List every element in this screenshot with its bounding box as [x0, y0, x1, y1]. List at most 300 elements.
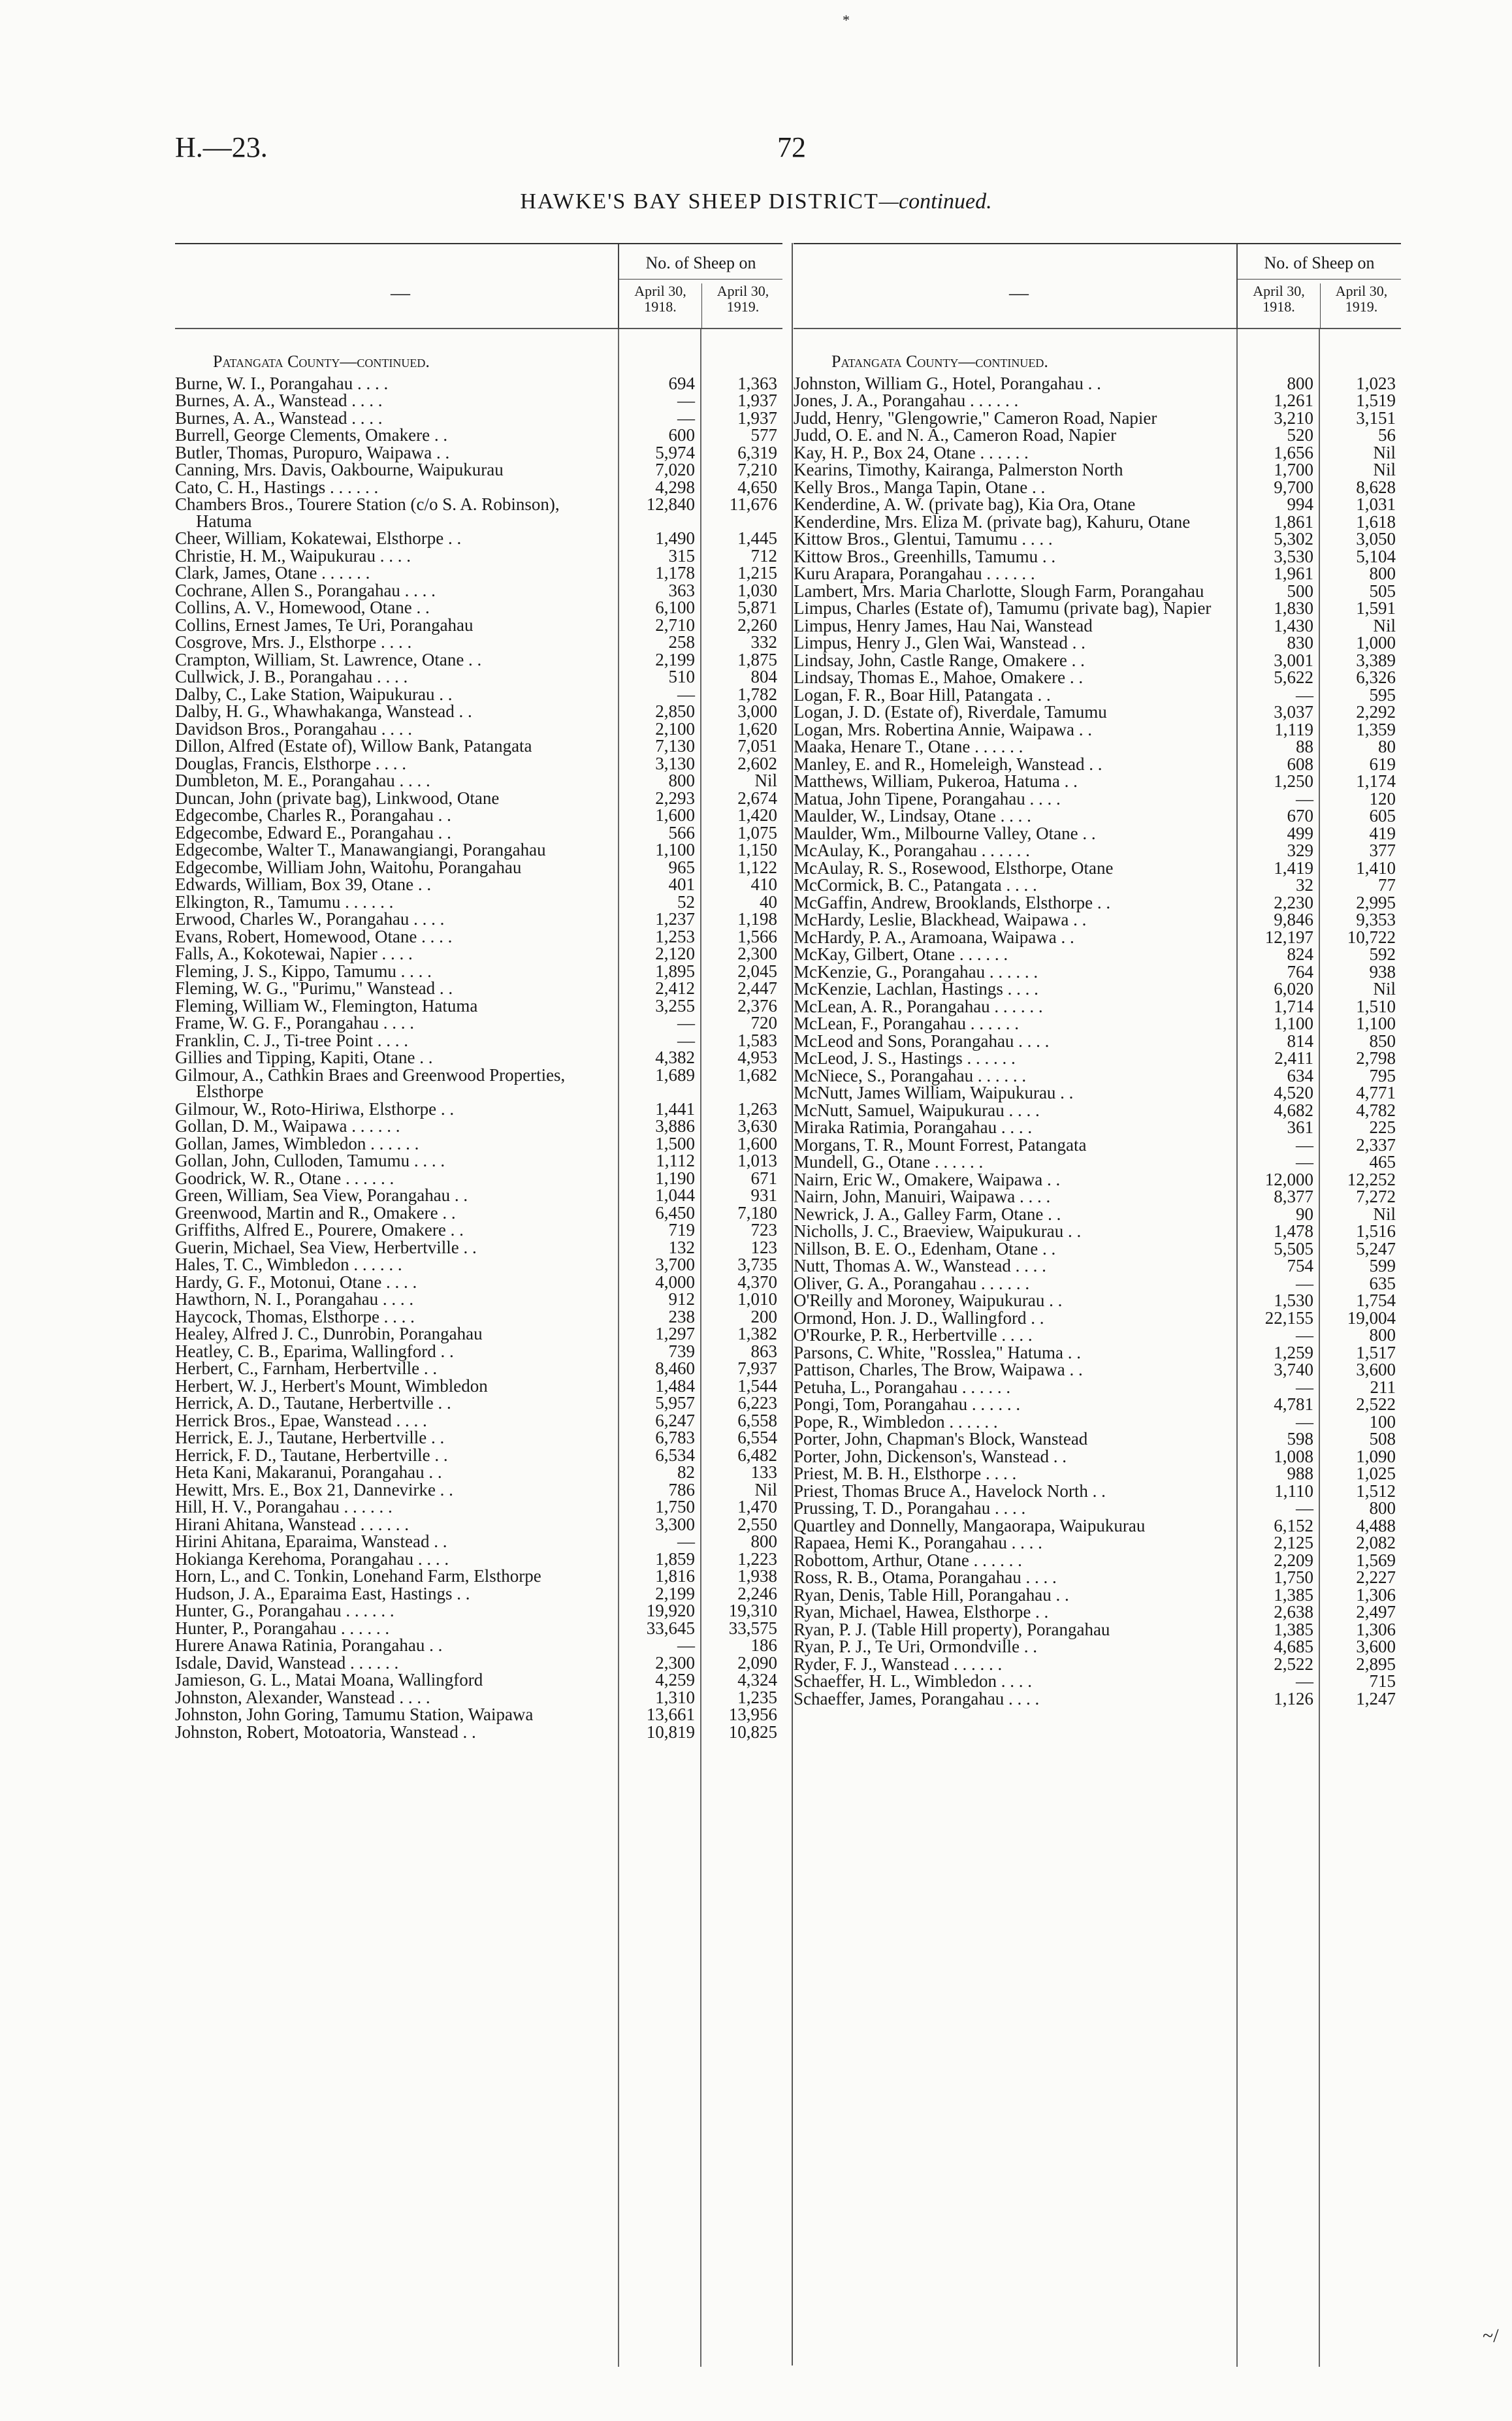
count-1919: 1,510 [1356, 996, 1396, 1016]
table-row [794, 1431, 1401, 1449]
count-1918: 5,622 [1274, 667, 1313, 687]
count-1919: 377 [1369, 841, 1396, 860]
count-1918: — [1296, 1134, 1313, 1155]
owner-name: Franklin, C. J., Ti-tree Point . . . . [175, 1030, 409, 1050]
owner-name: Hawthorn, N. I., Porangahau . . . . [175, 1289, 414, 1309]
owner-name: Goodrick, W. R., Otane . . . . . . [175, 1168, 394, 1188]
count-1918: 90 [1296, 1204, 1313, 1224]
count-1918: 965 [668, 857, 695, 877]
count-1918: 7,130 [655, 736, 695, 756]
count-1918: 2,300 [655, 1652, 695, 1673]
count-1918: — [677, 391, 695, 410]
date-1919-header: April 30, 1919. [701, 283, 784, 329]
owner-name: McLean, F., Porangahau . . . . . . [794, 1014, 1020, 1033]
count-1918: 1,253 [655, 926, 695, 946]
count-1919: 13,956 [728, 1705, 777, 1724]
count-1919: 2,337 [1356, 1134, 1396, 1155]
owner-name: Edgecombe, Edward E., Porangahau . . [175, 822, 451, 842]
count-1919: Nil [1373, 1204, 1396, 1224]
table-row [794, 1309, 1401, 1327]
count-1919: 1,420 [737, 805, 777, 825]
count-1918: 6,247 [655, 1410, 695, 1430]
count-1919: 3,735 [737, 1255, 777, 1274]
count-1919: 619 [1369, 754, 1396, 774]
owner-name: Fleming, William W., Flemington, Hatuma [175, 995, 478, 1016]
count-1918: 830 [1287, 633, 1313, 652]
count-1919: 1,682 [737, 1065, 777, 1085]
count-1919: 5,871 [737, 598, 777, 617]
count-1919: 635 [1369, 1273, 1396, 1293]
table-row [175, 1153, 782, 1170]
table-row [175, 773, 782, 790]
owner-name: McKay, Gilbert, Otane . . . . . . [794, 944, 1008, 964]
count-1918: 2,293 [655, 788, 695, 808]
count-1919: 1,445 [737, 528, 777, 548]
owner-name: Nairn, John, Manuiri, Waipawa . . . . [794, 1187, 1051, 1206]
count-1918: 2,230 [1274, 892, 1313, 912]
owner-name: Heta Kani, Makaranui, Porangahau . . [175, 1462, 442, 1482]
left-rows [175, 375, 782, 1741]
owner-name: Dalby, H. G., Whawhakanga, Wanstead . . [175, 701, 472, 721]
count-1918: 238 [668, 1306, 695, 1326]
count-1919: 1,247 [1356, 1688, 1396, 1708]
owner-name: Hewitt, Mrs. E., Box 21, Dannevirke . . [175, 1479, 453, 1499]
count-1919: 1,382 [737, 1324, 777, 1343]
count-1918: 1,385 [1274, 1584, 1313, 1605]
table-row [794, 462, 1401, 479]
count-1919: 2,292 [1356, 702, 1396, 722]
table-row [794, 790, 1401, 808]
count-1918: 2,120 [655, 944, 695, 963]
count-1919: 863 [750, 1341, 777, 1361]
count-1919: 419 [1369, 823, 1396, 843]
count-1919: 123 [750, 1237, 777, 1257]
table-row [794, 1621, 1401, 1639]
count-1918: 2,850 [655, 701, 695, 721]
owner-name: McNiece, S., Porangahau . . . . . . [794, 1065, 1027, 1085]
table-row [175, 1274, 782, 1291]
count-1919: 1,754 [1356, 1291, 1396, 1310]
count-1919: 1,516 [1356, 1221, 1396, 1241]
count-1918: 401 [668, 874, 695, 894]
count-1918: 8,460 [655, 1358, 695, 1378]
table-row [794, 669, 1401, 687]
owner-name: Canning, Mrs. Davis, Oakbourne, Waipukurau [175, 460, 504, 479]
owner-name: Priest, M. B. H., Elsthorpe . . . . [794, 1464, 1017, 1483]
count-1918: 3,210 [1274, 408, 1313, 428]
count-1919: 4,324 [737, 1670, 777, 1690]
owner-name: Burne, W. I., Porangahau . . . . [175, 373, 389, 393]
count-1919: 186 [750, 1635, 777, 1655]
count-1919: 712 [750, 545, 777, 566]
count-1919: 2,895 [1356, 1654, 1396, 1674]
header-dash: — [391, 282, 410, 304]
count-1919: 10,825 [728, 1722, 777, 1742]
count-1918: — [1296, 1325, 1313, 1345]
count-1918: — [1296, 1498, 1313, 1518]
count-1919: 2,376 [737, 995, 777, 1016]
table-row [175, 842, 782, 859]
owner-name: Dalby, C., Lake Station, Waipukurau . . [175, 684, 453, 704]
count-1919: 2,602 [737, 753, 777, 773]
count-1919: 3,389 [1356, 650, 1396, 670]
page-title [0, 189, 1512, 214]
count-1918: 4,298 [655, 477, 695, 497]
owner-name: Herrick, A. D., Tautane, Herbertville . . [175, 1393, 451, 1413]
owner-name: Parsons, C. White, "Rosslea," Hatuma . . [794, 1342, 1082, 1362]
count-1919: 2,798 [1356, 1048, 1396, 1068]
table-row [794, 1136, 1401, 1154]
count-1918: — [1296, 1273, 1313, 1293]
owner-name: Hurere Anawa Ratinia, Porangahau . . [175, 1635, 443, 1655]
count-1919: 605 [1369, 806, 1396, 826]
count-1918: 1,689 [655, 1065, 695, 1085]
owner-name: McLeod, J. S., Hastings . . . . . . [794, 1048, 1016, 1068]
count-1919: 1,544 [737, 1375, 777, 1396]
table-row [794, 842, 1401, 860]
count-1918: 1,250 [1274, 771, 1313, 791]
count-1918: 1,490 [655, 528, 695, 548]
table-row [794, 1396, 1401, 1414]
owner-name: Maulder, W., Lindsay, Otane . . . . [794, 806, 1031, 826]
owner-name: Logan, F. R., Boar Hill, Patangata . . [794, 684, 1051, 705]
count-1918: 1,478 [1274, 1221, 1313, 1241]
table-row [794, 1344, 1401, 1362]
count-1919: 671 [750, 1168, 777, 1188]
count-1919: 4,953 [737, 1048, 777, 1067]
count-1919: 4,370 [737, 1272, 777, 1292]
count-1918: 1,895 [655, 961, 695, 981]
count-1918: 1,100 [1274, 1014, 1313, 1033]
table-row [794, 739, 1401, 756]
count-1919: 2,227 [1356, 1567, 1396, 1587]
table-row [175, 565, 782, 583]
table-row [175, 1654, 782, 1672]
table-row [794, 427, 1401, 445]
count-1919: 2,674 [737, 788, 777, 808]
table-row [175, 1724, 782, 1741]
owner-name: Ormond, Hon. J. D., Wallingford . . [794, 1307, 1044, 1328]
owner-name: Crampton, William, St. Lawrence, Otane . . [175, 649, 482, 669]
count-1919: 6,326 [1356, 667, 1396, 687]
table-row [794, 1379, 1401, 1396]
table-row [175, 393, 782, 410]
count-1919: 7,210 [737, 460, 777, 479]
owner-name: Schaeffer, H. L., Wimbledon . . . . [794, 1671, 1033, 1691]
count-1919: 2,497 [1356, 1602, 1396, 1622]
table-row [175, 1343, 782, 1360]
table-row [175, 963, 782, 980]
table-row [175, 1015, 782, 1033]
count-1918: 2,522 [1274, 1654, 1313, 1674]
count-1919: 6,482 [737, 1445, 777, 1465]
owner-name: Greenwood, Martin and R., Omakere . . [175, 1202, 456, 1223]
top-mark: * [843, 12, 850, 28]
table-row [175, 807, 782, 825]
count-1919: 2,260 [737, 615, 777, 635]
count-1919: 795 [1369, 1065, 1396, 1085]
table-row [175, 1204, 782, 1222]
table-row [794, 1362, 1401, 1379]
title-main: HAWKE'S BAY SHEEP DISTRICT [520, 189, 879, 214]
owner-name: Collins, A. V., Homewood, Otane . . [175, 598, 430, 617]
table-row [794, 1690, 1401, 1708]
owner-name: Chambers Bros., Tourere Station (c/o S. A. Robinson), Hatuma [175, 494, 560, 531]
sheep-count-header [1236, 244, 1401, 329]
table-row [175, 1377, 782, 1395]
table-row [794, 531, 1401, 549]
owner-name: Gollan, John, Culloden, Tamumu . . . . [175, 1151, 445, 1170]
owner-name: Hill, H. V., Porangahau . . . . . . [175, 1497, 393, 1516]
count-1918: 4,781 [1274, 1394, 1313, 1414]
sheep-count-label: No. of Sheep on [619, 244, 782, 280]
owner-name: Kay, H. P., Box 24, Otane . . . . . . [794, 442, 1029, 462]
owner-name: Ryan, P. J., Te Uri, Ormondville . . [794, 1637, 1038, 1656]
count-1919: 1,122 [737, 857, 777, 877]
count-1918: 1,297 [655, 1324, 695, 1343]
table-row [794, 1258, 1401, 1275]
count-1918: — [1296, 1377, 1313, 1397]
count-1919: 1,090 [1356, 1446, 1396, 1466]
table-row [794, 686, 1401, 704]
table-row [794, 1586, 1401, 1604]
count-1919: 80 [1378, 737, 1396, 756]
owner-name: Gillies and Tipping, Kapiti, Otane . . [175, 1048, 433, 1067]
table-row [175, 600, 782, 617]
owner-name: Schaeffer, James, Porangahau . . . . [794, 1688, 1040, 1708]
owner-name: Hirani Ahitana, Wanstead . . . . . . [175, 1514, 410, 1534]
count-1919: 1,100 [1356, 1014, 1396, 1033]
count-1918: 3,700 [655, 1255, 695, 1274]
count-1918: 520 [1287, 425, 1313, 445]
table-row [175, 1135, 782, 1153]
table-row [794, 600, 1401, 618]
count-1919: 2,995 [1356, 892, 1396, 912]
count-1919: 120 [1369, 788, 1396, 809]
owner-name: Ross, R. B., Otama, Porangahau . . . . [794, 1567, 1057, 1587]
table-row [794, 981, 1401, 999]
table-row [794, 1639, 1401, 1656]
table-row [175, 651, 782, 669]
owner-name: Hales, T. C., Wimbledon . . . . . . [175, 1255, 402, 1274]
table-row [794, 1656, 1401, 1673]
table-row [794, 1327, 1401, 1345]
count-1919: 1,030 [737, 580, 777, 600]
owner-name: Miraka Ratimia, Porangahau . . . . [794, 1117, 1033, 1137]
count-1918: 1,700 [1274, 460, 1313, 479]
owner-name: Herrick Bros., Epae, Wanstead . . . . [175, 1410, 427, 1430]
count-1918: 2,100 [655, 718, 695, 739]
count-1918: 9,700 [1274, 477, 1313, 497]
table-row [175, 1430, 782, 1447]
table-row [175, 1672, 782, 1690]
count-1919: 1,000 [1356, 633, 1396, 652]
count-1918: 912 [668, 1289, 695, 1309]
table-row [175, 720, 782, 738]
count-1919: 800 [1369, 1325, 1396, 1345]
count-1919: 4,771 [1356, 1083, 1396, 1102]
table-row [175, 893, 782, 911]
table-row [794, 1189, 1401, 1206]
owner-name: Kenderdine, Mrs. Eliza M. (private bag), Kahuru, Otane [794, 511, 1191, 532]
count-1918: 5,957 [655, 1393, 695, 1413]
count-1918: 9,846 [1274, 910, 1313, 929]
owner-name: Frame, W. G. F., Porangahau . . . . [175, 1013, 415, 1033]
section-heading: Patangata County—continued. [213, 352, 430, 371]
count-1919: 1,512 [1356, 1481, 1396, 1501]
count-1918: 2,710 [655, 615, 695, 635]
count-1918: 6,152 [1274, 1515, 1313, 1535]
count-1919: 1,583 [737, 1030, 777, 1050]
owner-name: Matthews, William, Pukeroa, Hatuma . . [794, 771, 1078, 791]
count-1919: 4,650 [737, 477, 777, 497]
owner-name: Cullwick, J. B., Porangahau . . . . [175, 667, 408, 686]
count-1918: 6,783 [655, 1428, 695, 1447]
owner-name: McHardy, P. A., Aramoana, Waipawa . . [794, 927, 1074, 947]
owner-name: Dillon, Alfred (Estate of), Willow Bank, Patangata [175, 736, 532, 756]
owner-name: Collins, Ernest James, Te Uri, Porangahau [175, 615, 474, 635]
table-row [175, 1257, 782, 1274]
count-1918: 2,209 [1274, 1550, 1313, 1570]
count-1918: 500 [1287, 581, 1313, 601]
table-row [794, 721, 1401, 739]
count-1918: 1,830 [1274, 598, 1313, 618]
count-1918: 363 [668, 580, 695, 600]
owner-name: Edwards, William, Box 39, Otane . . [175, 874, 432, 894]
owner-name: Hunter, G., Porangahau . . . . . . [175, 1601, 394, 1620]
table-row [794, 946, 1401, 964]
owner-name: Pattison, Charles, The Brow, Waipawa . . [794, 1360, 1083, 1379]
count-1919: 1,782 [737, 684, 777, 704]
count-1918: 32 [1296, 875, 1313, 895]
count-1919: Nil [1373, 460, 1396, 479]
owner-name: Hunter, P., Porangahau . . . . . . [175, 1618, 390, 1638]
count-1918: 1,861 [1274, 511, 1313, 532]
count-1919: 715 [1369, 1671, 1396, 1691]
owner-name: Prussing, T. D., Porangahau . . . . [794, 1498, 1026, 1518]
table-row [794, 393, 1401, 410]
count-1919: 7,272 [1356, 1187, 1396, 1206]
count-1919: 211 [1370, 1377, 1396, 1397]
table-row [175, 911, 782, 929]
count-1918: 329 [1287, 841, 1313, 860]
owner-name: Maulder, Wm., Milbourne Valley, Otane . . [794, 823, 1096, 843]
table-row [175, 1499, 782, 1516]
table-row [175, 1395, 782, 1413]
count-1918: — [677, 1531, 695, 1551]
count-1919: 332 [750, 632, 777, 652]
owner-name: Lindsay, John, Castle Range, Omakere . . [794, 650, 1085, 670]
count-1918: 598 [1287, 1429, 1313, 1449]
owner-name: Burnes, A. A., Wanstead . . . . [175, 391, 383, 410]
table-row [794, 513, 1401, 531]
table-row [794, 409, 1401, 427]
count-1919: 9,353 [1356, 910, 1396, 929]
count-1918: 634 [1287, 1065, 1313, 1085]
table-row [175, 1689, 782, 1707]
owner-name: McGaffin, Andrew, Brooklands, Elsthorpe . . [794, 892, 1111, 912]
count-1918: 361 [1287, 1117, 1313, 1137]
count-1918: 1,859 [655, 1548, 695, 1569]
count-1918: 1,750 [1274, 1567, 1313, 1587]
count-1918: 12,840 [646, 494, 695, 514]
owner-name: Kittow Bros., Greenhills, Tamumu . . [794, 546, 1056, 566]
table-row [794, 1171, 1401, 1189]
count-1919: 2,045 [737, 961, 777, 981]
count-1919: 1,600 [737, 1133, 777, 1153]
count-1918: 1,385 [1274, 1619, 1313, 1639]
owner-name: Morgans, T. R., Mount Forrest, Patangata [794, 1134, 1087, 1155]
count-1919: 11,676 [729, 494, 777, 514]
table-row [794, 444, 1401, 462]
count-1918: 3,740 [1274, 1360, 1313, 1379]
count-1918: 1,310 [655, 1687, 695, 1707]
owner-name: Hirini Ahitana, Eparaima, Wanstead . . [175, 1531, 447, 1551]
owner-name: Kenderdine, A. W. (private bag), Kia Ora, Otane [794, 494, 1136, 514]
table-row [175, 1516, 782, 1533]
table-row [175, 686, 782, 703]
count-1919: 1,937 [737, 391, 777, 410]
count-1919: 56 [1378, 425, 1396, 445]
table-row [794, 1275, 1401, 1292]
owner-name: Pongi, Tom, Porangahau . . . . . . [794, 1394, 1021, 1414]
owner-name: Elkington, R., Tamumu . . . . . . [175, 891, 394, 912]
count-1918: 5,505 [1274, 1238, 1313, 1259]
count-1918: 5,302 [1274, 529, 1313, 549]
owner-name: McCormick, B. C., Patangata . . . . [794, 875, 1037, 895]
table-row [175, 1464, 782, 1482]
table-row [175, 1118, 782, 1136]
left-column [175, 243, 782, 2365]
count-1918: 1,100 [655, 840, 695, 859]
table-row [175, 1585, 782, 1603]
page-number: 72 [777, 131, 806, 163]
owner-name: Nutt, Thomas A. W., Wanstead . . . . [794, 1256, 1046, 1275]
owner-name: McNutt, Samuel, Waipukurau . . . . [794, 1100, 1040, 1120]
owner-name: Judd, Henry, "Glengowrie," Cameron Road, Napier [794, 408, 1157, 428]
table-row [175, 946, 782, 963]
section-heading: Patangata County—continued. [831, 352, 1048, 371]
count-1919: 2,246 [737, 1583, 777, 1603]
count-1918: 2,638 [1274, 1602, 1313, 1622]
table-row [175, 530, 782, 548]
count-1919: 1,215 [737, 563, 777, 583]
owner-name: Oliver, G. A., Porangahau . . . . . . [794, 1273, 1030, 1293]
count-1919: 1,306 [1356, 1619, 1396, 1639]
count-1918: 6,020 [1274, 979, 1313, 999]
count-1919: 804 [750, 667, 777, 686]
table-row [175, 1637, 782, 1655]
right-column-header [794, 244, 1401, 329]
owner-name: Manley, E. and R., Homeleigh, Wanstead . . [794, 754, 1102, 774]
count-1919: 5,247 [1356, 1238, 1396, 1259]
count-1919: 4,782 [1356, 1100, 1396, 1120]
owner-name: Davidson Bros., Porangahau . . . . [175, 718, 412, 739]
count-1918: 315 [668, 545, 695, 566]
owner-name: Porter, John, Chapman's Block, Wanstead [794, 1429, 1088, 1449]
owner-name: Christie, H. M., Waipukurau . . . . [175, 545, 411, 566]
table-row [175, 1239, 782, 1257]
count-1918: 4,520 [1274, 1083, 1313, 1102]
owner-name: Herrick, F. D., Tautane, Herbertville . . [175, 1445, 448, 1465]
owner-name: Edgecombe, Charles R., Porangahau . . [175, 805, 451, 825]
title-continued: —continued. [878, 189, 992, 214]
table-row [175, 444, 782, 462]
table-row [175, 1568, 782, 1586]
owner-name: Kittow Bros., Glentui, Tamumu . . . . [794, 529, 1053, 549]
count-1918: 754 [1287, 1256, 1313, 1275]
table-row [175, 1412, 782, 1430]
